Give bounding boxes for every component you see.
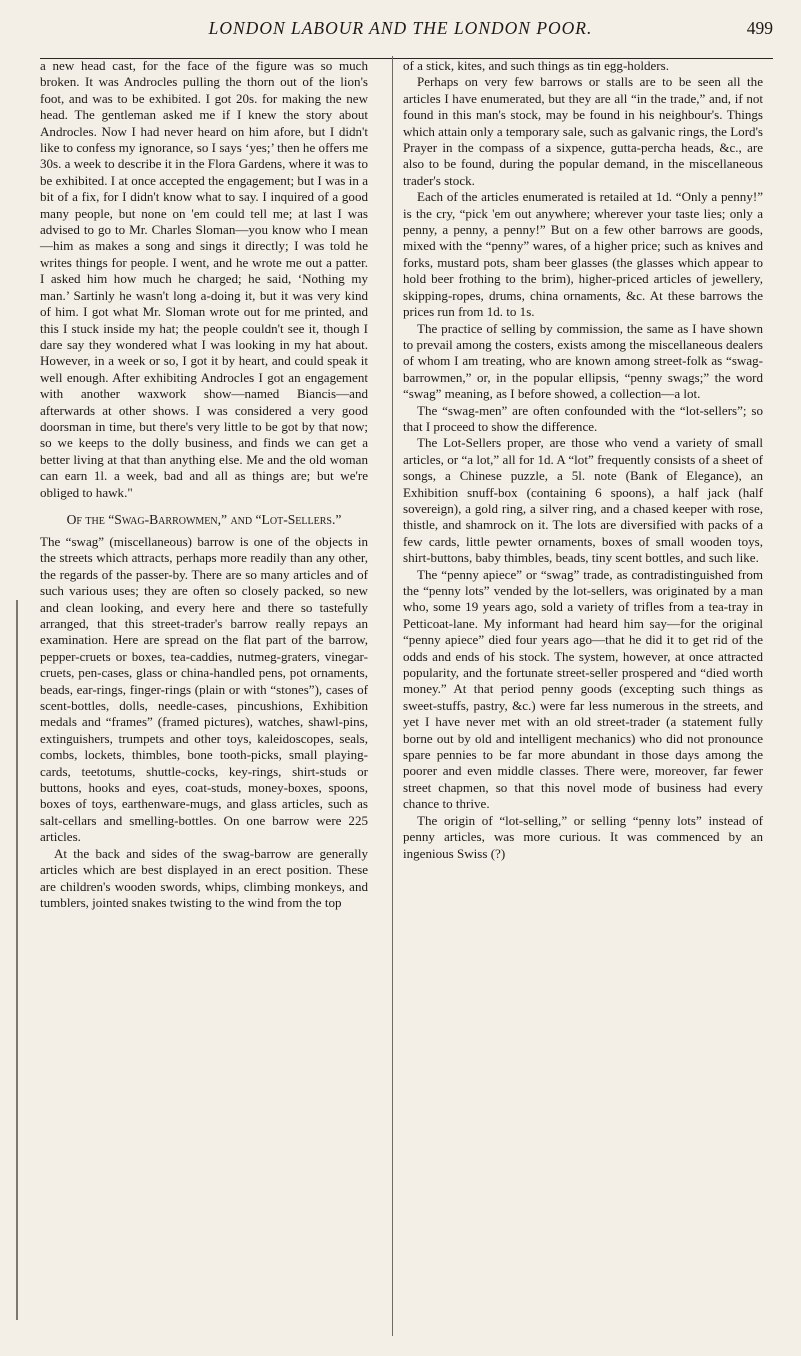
paragraph: a new head cast, for the face of the figure was so much broken. It was Androcles pulling the thorn out of the lion's foot, and was to be exhibited. I got 20s. for making the new head. The gentleman asked me if I knew the story about Androcles. Now I had never heard on him afore, but I didn't like to confess my ignorance, so I says ‘yes;’ then he offers me 30s. a week to describe it in the Flora Gardens, where it was to be exhibited. I at once accepted the engagement; but I was in a bit of a fix, for I didn't know what to say. I inquired of a good many people, but none on 'em could tell me; at last I was advised to go to Mr. Charles Sloman—you know who I mean—him as makes a song and sings it directly; I was told he writes things for people. I went, and he wrote me out a patter. I asked him how much he charged; he said, ‘Nothing my man.’ Sartinly he wasn't long a-doing it, but it was very kind of him. I got what Mr. Sloman wrote out for me printed, and this I stuck inside my hat; the people couldn't see it, though I dare say they wondered what I was looking in my hat about. However, in a week or so, I got it by heart, and could speak it well enough. After exhibiting Androcles I got an engagement with another waxwork show—named Biancis—and afterwards at other shows. I was considered a very good doorsman in time, but there's very little to be got by that now; so we keeps to the dolly business, and finds we can get a better living at that than anything else. Me and the old woman can earn 1l. a week, bad and all as things are; but we're obliged to hawk." — [40, 58, 368, 500]
left-column — [40, 58, 368, 911]
paragraph: The practice of selling by commission, the same as I have shown to prevail among the costers, exists among the miscellaneous dealers of whom I am treating, who are known among street-folk as “swag-barrowmen,” or, in the popular ellipsis, “penny swags;” the word “swag” meaning, as I before showed, a collection—a lot. — [403, 320, 763, 402]
paragraph: The “swag” (miscellaneous) barrow is one of the objects in the streets which attracts, perhaps more readily than any other, the regards of the passer-by. There are so many articles and of such various uses; they are often so closely packed, so new and clean looking, and every here and there so tastefully arranged, that this street-trader's barrow really repays an examination. Here are spread on the flat part of the barrow, pepper-cruets or boxes, tea-caddies, nutmeg-graters, vinegar-cruets, pen-cases, glass or china-handled pens, pot ornaments, beads, ear-rings, finger-rings (plain or with “stones”), cases of scent-bottles, dolls, needle-cases, pincushions, Exhibition medals and “frames” (framed pictures), watches, shawl-pins, extinguishers, trumpets and other toys, kaleidoscopes, seals, combs, lockets, thimbles, bone tooth-picks, small playing-cards, teetotums, shuttle-cocks, key-rings, shirt-studs or buttons, hooks and eyes, coat-studs, money-boxes, spoons, boxes of toys, earthenware-mugs, and glass articles, such as salt-cellars and smelling-bottles. On one barrow were 225 articles. — [40, 533, 368, 845]
paragraph: of a stick, kites, and such things as tin egg-holders. — [403, 58, 669, 73]
paragraph: Each of the articles enumerated is retailed at 1d. “Only a penny!” is the cry, “pick 'em out anywhere; wherever your taste lies; only a penny, a penny, a penny!” But on a few other barrows are goods, mixed with the “penny” wares, of a higher price; such as knives and forks, mustard pots, sham beer glasses (the glasses which appear to hold beer frothing to the brim), higher-priced articles of jewellery, skipping-ropes, drums, china ornaments, &c. At these barrows the prices run from 1d. to 1s. — [403, 189, 763, 320]
paragraph: The origin of “lot-selling,” or selling “penny lots” instead of penny articles, was more curious. It was commenced by an ingenious Swiss (?) — [403, 812, 763, 861]
right-column — [403, 58, 763, 862]
page-number: 499 — [746, 18, 773, 38]
section-heading: Of the “Swag-Barrowmen,” and “Lot-Sellers.” — [66, 511, 342, 527]
column-divider — [392, 56, 393, 1336]
running-title: LONDON LABOUR AND THE LONDON POOR. — [208, 18, 593, 38]
paragraph: The “penny apiece” or “swag” trade, as contradistinguished from the “penny lots” vended by the lot-sellers, was originated by a man who, some 19 years ago, sold a variety of trifles from a tea-tray in Petticoat-lane. My informant had heard him say—for the original “penny apiece” died four years ago—that he did it to get rid of the odds and ends of his stock. The system, however, at once attracted popularity, and the fortunate street-seller prospered and “died worth money.” At that period penny goods (excepting such things as sweet-stuffs, pastry, &c.) were far less numerous in the streets, and yet I have never met with an old street-trader (a statement fully borne out by old and intelligent mechanics) who did not pronounce spare pennies to be far more abundant in those days among the poorer and even middle classes. There were, moreover, far fewer street chapmen, so that this novel mode of business had every chance to thrive. — [403, 566, 763, 812]
page-header — [0, 18, 801, 48]
paragraph: The “swag-men” are often confounded with the “lot-sellers”; so that I proceed to show the difference. — [403, 402, 763, 434]
paragraph: At the back and sides of the swag-barrow are generally articles which are best displayed in an erect position. These are children's wooden swords, whips, climbing monkeys, and tumblers, jointed snakes twisting to the wind from the top — [40, 845, 368, 910]
binding-shadow — [16, 600, 18, 1320]
paragraph: Perhaps on very few barrows or stalls are to be seen all the articles I have enumerated, but they are all “in the trade,” and, if not found in this man's stock, may be found in his neighbour's. Things which attain only a temporary sale, such as galvanic rings, the Lord's Prayer in the compass of a sixpence, gutta-percha heads, &c., are also to be found, during the popular demand, in the miscellaneous trader's stock. — [403, 74, 763, 188]
paragraph: The Lot-Sellers proper, are those who vend a variety of small articles, or “a lot,” all for 1d. A “lot” frequently consists of a sheet of songs, a Chinese puzzle, a 5l. note (Bank of Elegance), an Exhibition snuff-box (containing 6 spoons), a half jack (half sovereign), a gold ring, a silver ring, and a chased keeper with rose, thistle, and shamrock on it. The lots are diversified with packs of a few cards, little pewter ornaments, boxes of small wooden toys, shirt-buttons, baby thimbles, beads, tiny scent bottles, and such like. — [403, 435, 763, 566]
